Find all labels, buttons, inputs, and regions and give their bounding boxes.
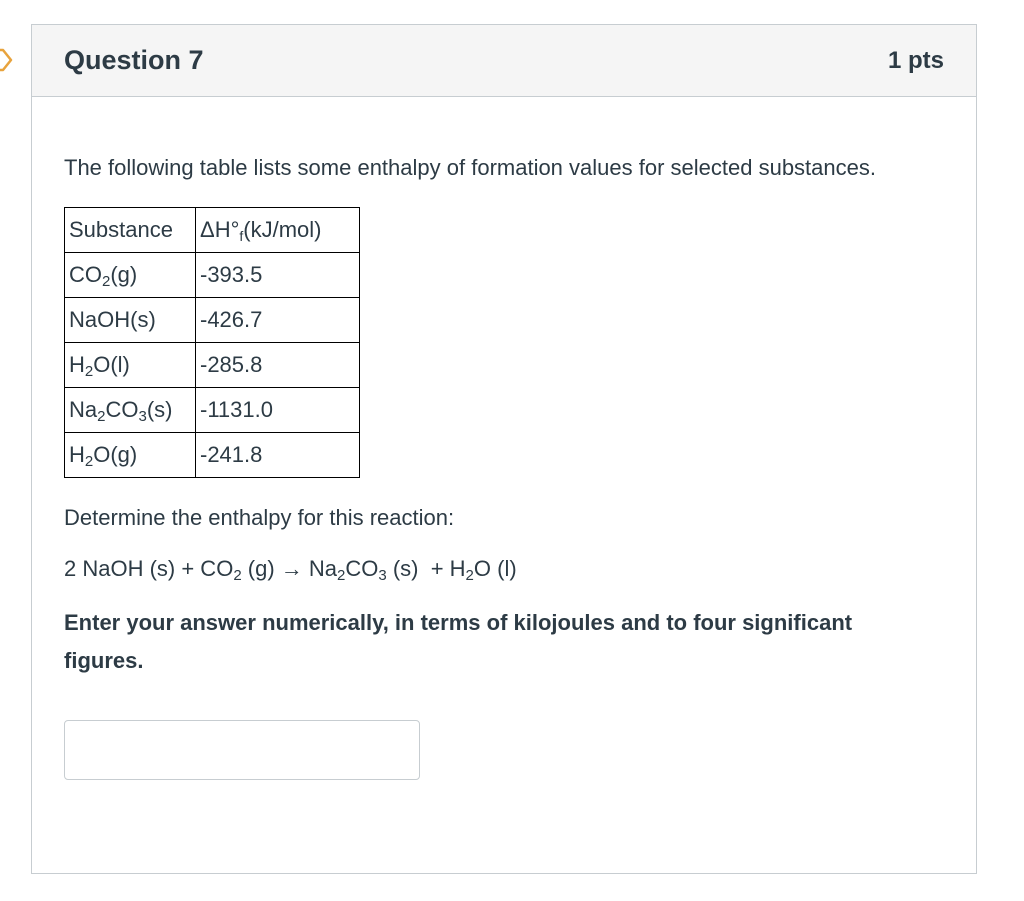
table-row xyxy=(65,253,360,298)
question-header xyxy=(32,25,976,97)
substance-cell: NaOH(s) xyxy=(65,298,196,343)
enthalpy-table xyxy=(64,207,360,478)
question-card xyxy=(31,24,977,874)
enthalpy-cell: -285.8 xyxy=(196,343,360,388)
question-intro: The following table lists some enthalpy of formation values for selected substances. xyxy=(64,155,876,180)
answer-input[interactable] xyxy=(64,720,420,780)
substance-cell: $H_2O(l)$ xyxy=(65,343,196,388)
table-row xyxy=(65,298,360,343)
question-title: Question 7 xyxy=(64,45,204,75)
answer-instruction: Enter your answer numerically, in terms of kilojoules and to four significant figures. xyxy=(64,610,853,673)
reaction-equation: 2 NaOH $(s) + CO_2$ $(g) \to Na_2CO_3$ $(s) + H_2O$ (l) xyxy=(64,556,517,584)
table-header-row xyxy=(65,208,360,253)
question-points: 1 pts xyxy=(887,46,944,74)
substance-cell: $Na_2CO_3(s)$ xyxy=(65,388,196,433)
enthalpy-cell: -393.5 xyxy=(196,253,360,298)
substance-cell: $CO_2(g)$ xyxy=(65,253,196,298)
header-enthalpy: ΔH°f(kJ/mol) xyxy=(196,208,360,253)
question-prompt: Determine the enthalpy for this reaction: xyxy=(64,505,455,530)
enthalpy-cell: -241.8 xyxy=(196,433,360,478)
table-row xyxy=(65,388,360,433)
substance-cell: $H_2O(g)$ xyxy=(65,433,196,478)
question-body xyxy=(32,97,976,780)
header-substance: Substance xyxy=(65,208,196,253)
table-row xyxy=(65,433,360,478)
table-row xyxy=(65,343,360,388)
question-flag-icon[interactable] xyxy=(0,47,14,73)
enthalpy-cell: -426.7 xyxy=(196,298,360,343)
enthalpy-cell: -1131.0 xyxy=(196,388,360,433)
